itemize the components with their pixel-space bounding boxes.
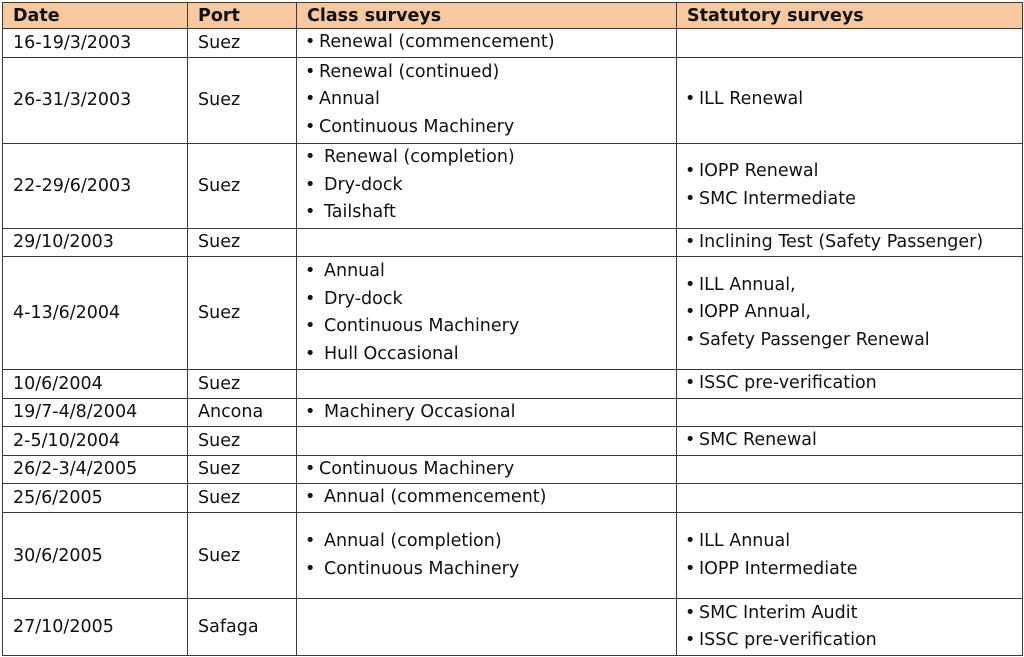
bullet-icon: • xyxy=(305,487,316,508)
survey-item-label: Annual xyxy=(324,261,385,281)
bullet-icon: • xyxy=(685,558,696,579)
class-surveys-cell xyxy=(297,29,677,58)
statutory-surveys-cell xyxy=(677,143,1023,228)
bullet-icon: • xyxy=(305,89,316,110)
survey-item xyxy=(683,600,1022,628)
survey-item xyxy=(683,299,1022,327)
survey-item xyxy=(683,556,1022,584)
survey-item xyxy=(303,528,676,556)
statutory-surveys-list xyxy=(683,370,1022,398)
survey-item-label: ISSC pre-verification xyxy=(699,630,877,650)
bullet-icon: • xyxy=(305,401,316,422)
survey-item-label: ILL Annual, xyxy=(699,274,796,295)
table-row xyxy=(3,57,1023,143)
class-surveys-cell xyxy=(297,370,677,399)
date-cell: 27/10/2005 xyxy=(3,599,188,656)
survey-item-label: Renewal (completion) xyxy=(324,147,515,168)
survey-item-label: ISSC pre-verification xyxy=(699,373,877,393)
header-statutory-surveys: Statutory surveys xyxy=(677,3,1023,29)
class-surveys-cell xyxy=(297,228,677,257)
bullet-icon: • xyxy=(305,202,316,223)
class-surveys-list xyxy=(303,399,676,427)
survey-table-container xyxy=(2,2,1022,655)
port-cell: Suez xyxy=(188,513,297,599)
table-body xyxy=(3,29,1023,656)
table-row xyxy=(3,513,1023,599)
header-port: Port xyxy=(188,3,297,29)
survey-item-label: IOPP Intermediate xyxy=(699,558,858,579)
statutory-surveys-cell xyxy=(677,228,1023,257)
bullet-icon: • xyxy=(305,288,316,309)
class-surveys-list xyxy=(303,528,676,583)
table-row xyxy=(3,398,1023,427)
table-row xyxy=(3,370,1023,399)
header-date: Date xyxy=(3,3,188,29)
statutory-surveys-cell xyxy=(677,513,1023,599)
bullet-icon: • xyxy=(305,343,316,364)
bullet-icon: • xyxy=(305,174,316,195)
survey-item-label: Machinery Occasional xyxy=(324,401,516,422)
port-cell: Suez xyxy=(188,427,297,456)
bullet-icon: • xyxy=(685,329,696,350)
survey-history-table xyxy=(2,2,1023,656)
table-header-row xyxy=(3,3,1023,29)
survey-item xyxy=(303,313,676,341)
survey-item xyxy=(303,399,676,427)
survey-item xyxy=(303,29,676,57)
survey-item-label: Annual xyxy=(319,89,380,110)
bullet-icon: • xyxy=(685,373,696,393)
survey-item xyxy=(683,158,1022,186)
bullet-icon: • xyxy=(685,161,696,181)
survey-item-label: Continuous Machinery xyxy=(319,458,515,479)
statutory-surveys-list xyxy=(683,600,1022,655)
table-row xyxy=(3,484,1023,513)
statutory-surveys-cell xyxy=(677,370,1023,399)
survey-item xyxy=(303,556,676,584)
port-cell: Safaga xyxy=(188,599,297,656)
bullet-icon: • xyxy=(685,302,696,323)
statutory-surveys-list xyxy=(683,272,1022,355)
survey-item-label: Safety Passenger Renewal xyxy=(699,329,930,350)
survey-item-label: ILL Renewal xyxy=(699,89,804,110)
survey-item xyxy=(683,528,1022,556)
port-cell: Suez xyxy=(188,29,297,58)
date-cell: 2-5/10/2004 xyxy=(3,427,188,456)
date-cell: 29/10/2003 xyxy=(3,228,188,257)
survey-item xyxy=(683,86,1022,114)
statutory-surveys-list xyxy=(683,158,1022,213)
survey-item xyxy=(683,370,1022,398)
statutory-surveys-cell xyxy=(677,398,1023,427)
port-cell: Suez xyxy=(188,57,297,143)
table-row xyxy=(3,427,1023,456)
survey-item xyxy=(683,427,1022,455)
bullet-icon: • xyxy=(305,147,316,168)
bullet-icon: • xyxy=(685,531,696,551)
bullet-icon: • xyxy=(685,602,696,623)
survey-item-label: Tailshaft xyxy=(324,202,396,223)
statutory-surveys-cell xyxy=(677,29,1023,58)
survey-item-label: Hull Occasional xyxy=(324,343,459,364)
date-cell: 25/6/2005 xyxy=(3,484,188,513)
survey-item-label: IOPP Renewal xyxy=(699,161,819,181)
class-surveys-list xyxy=(303,144,676,227)
port-cell: Suez xyxy=(188,370,297,399)
date-cell: 19/7-4/8/2004 xyxy=(3,398,188,427)
date-cell: 4-13/6/2004 xyxy=(3,257,188,370)
table-row xyxy=(3,228,1023,257)
bullet-icon: • xyxy=(685,274,696,295)
bullet-icon: • xyxy=(305,531,316,551)
table-row xyxy=(3,455,1023,484)
bullet-icon: • xyxy=(305,316,316,336)
survey-item-label: Inclining Test (Safety Passenger) xyxy=(699,231,984,252)
statutory-surveys-cell xyxy=(677,57,1023,143)
class-surveys-list xyxy=(303,456,676,484)
class-surveys-cell xyxy=(297,427,677,456)
survey-item-label: ILL Annual xyxy=(699,531,791,551)
survey-item xyxy=(303,258,676,286)
statutory-surveys-list xyxy=(683,427,1022,455)
class-surveys-cell xyxy=(297,257,677,370)
statutory-surveys-cell xyxy=(677,455,1023,484)
survey-item xyxy=(683,272,1022,300)
bullet-icon: • xyxy=(305,32,316,52)
class-surveys-list xyxy=(303,59,676,142)
survey-item-label: SMC Renewal xyxy=(699,430,817,450)
port-cell: Suez xyxy=(188,455,297,484)
statutory-surveys-cell xyxy=(677,427,1023,456)
bullet-icon: • xyxy=(305,61,316,82)
survey-item xyxy=(303,286,676,314)
survey-item xyxy=(303,341,676,369)
statutory-surveys-cell xyxy=(677,484,1023,513)
port-cell: Suez xyxy=(188,257,297,370)
date-cell: 26/2-3/4/2005 xyxy=(3,455,188,484)
date-cell: 10/6/2004 xyxy=(3,370,188,399)
class-surveys-cell xyxy=(297,455,677,484)
survey-item-label: Dry-dock xyxy=(324,174,403,195)
class-surveys-cell xyxy=(297,57,677,143)
statutory-surveys-list xyxy=(683,86,1022,114)
survey-item-label: Continuous Machinery xyxy=(324,558,520,579)
bullet-icon: • xyxy=(685,188,696,209)
port-cell: Suez xyxy=(188,484,297,513)
statutory-surveys-cell xyxy=(677,599,1023,656)
survey-item xyxy=(303,484,676,512)
bullet-icon: • xyxy=(685,630,696,650)
port-cell: Suez xyxy=(188,143,297,228)
bullet-icon: • xyxy=(685,430,696,450)
date-cell: 16-19/3/2003 xyxy=(3,29,188,58)
statutory-surveys-list xyxy=(683,528,1022,583)
date-cell: 26-31/3/2003 xyxy=(3,57,188,143)
bullet-icon: • xyxy=(305,261,316,281)
class-surveys-cell xyxy=(297,398,677,427)
class-surveys-list xyxy=(303,258,676,368)
bullet-icon: • xyxy=(305,458,316,479)
port-cell: Ancona xyxy=(188,398,297,427)
table-row xyxy=(3,599,1023,656)
survey-item xyxy=(303,86,676,114)
table-row xyxy=(3,257,1023,370)
header-class-surveys: Class surveys xyxy=(297,3,677,29)
class-surveys-cell xyxy=(297,513,677,599)
survey-item-label: Renewal (continued) xyxy=(319,61,500,82)
survey-item-label: SMC Intermediate xyxy=(699,188,856,209)
survey-item-label: SMC Interim Audit xyxy=(699,602,858,623)
class-surveys-cell xyxy=(297,143,677,228)
survey-item xyxy=(683,627,1022,655)
survey-item-label: Continuous Machinery xyxy=(319,116,515,137)
survey-item-label: IOPP Annual, xyxy=(699,302,811,323)
survey-item xyxy=(303,144,676,172)
survey-item xyxy=(303,172,676,200)
bullet-icon: • xyxy=(685,89,696,110)
date-cell: 30/6/2005 xyxy=(3,513,188,599)
survey-item xyxy=(303,199,676,227)
date-cell: 22-29/6/2003 xyxy=(3,143,188,228)
survey-item-label: Annual (completion) xyxy=(324,531,502,551)
port-cell: Suez xyxy=(188,228,297,257)
survey-item xyxy=(303,456,676,484)
table-row xyxy=(3,143,1023,228)
class-surveys-list xyxy=(303,484,676,512)
survey-item xyxy=(683,186,1022,214)
bullet-icon: • xyxy=(685,231,696,252)
class-surveys-list xyxy=(303,29,676,57)
survey-item xyxy=(683,229,1022,257)
bullet-icon: • xyxy=(305,558,316,579)
class-surveys-cell xyxy=(297,484,677,513)
survey-item-label: Dry-dock xyxy=(324,288,403,309)
statutory-surveys-cell xyxy=(677,257,1023,370)
survey-item-label: Continuous Machinery xyxy=(324,316,520,336)
survey-item xyxy=(683,327,1022,355)
survey-item-label: Renewal (commencement) xyxy=(319,32,555,52)
statutory-surveys-list xyxy=(683,229,1022,257)
table-row xyxy=(3,29,1023,58)
survey-item-label: Annual (commencement) xyxy=(324,487,547,508)
class-surveys-cell xyxy=(297,599,677,656)
bullet-icon: • xyxy=(305,116,316,137)
survey-item xyxy=(303,114,676,142)
survey-item xyxy=(303,59,676,87)
